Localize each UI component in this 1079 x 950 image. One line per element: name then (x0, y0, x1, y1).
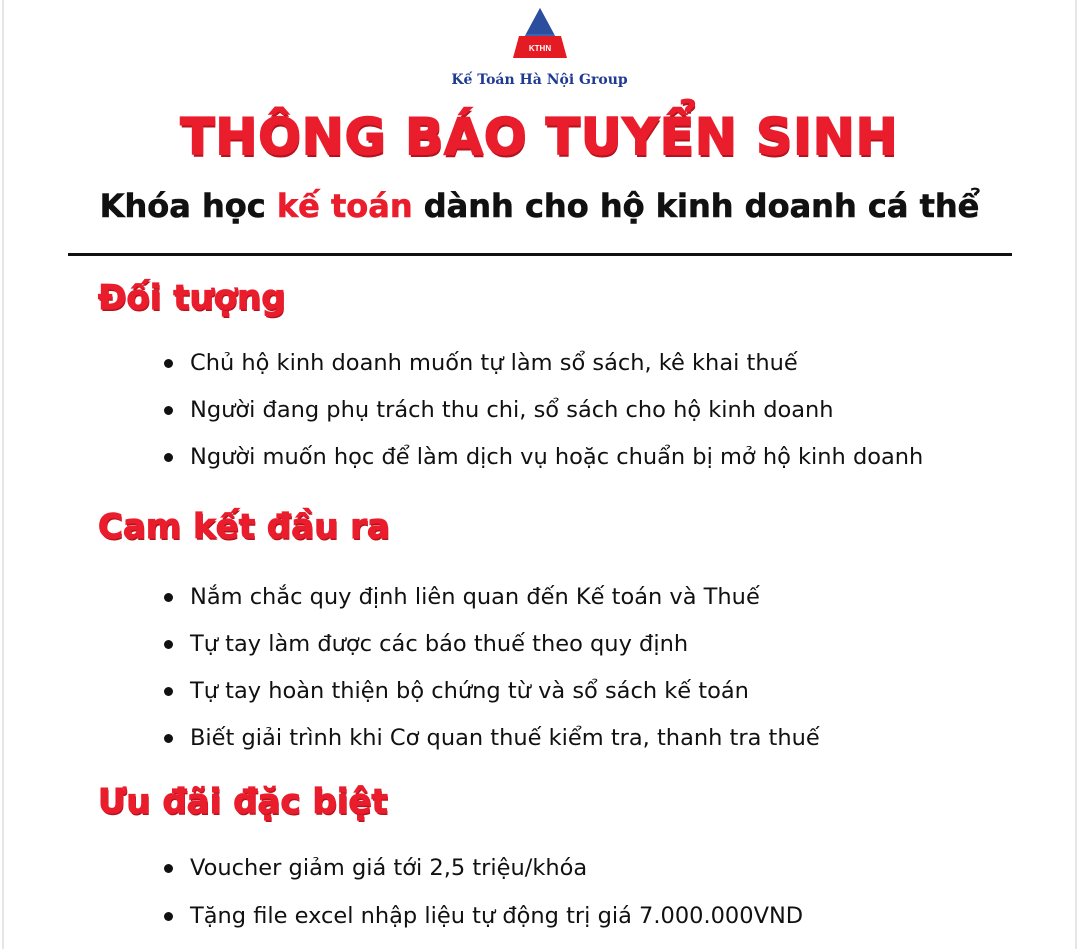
bullet-icon (164, 864, 173, 873)
brand-name: Kế Toán Hà Nội Group (451, 72, 628, 88)
list-item (162, 854, 803, 882)
list-uu-dai (162, 854, 803, 950)
list-item (162, 902, 803, 930)
list-item-text: Voucher giảm giá tới 2,5 triệu/khóa (190, 855, 588, 881)
page-subtitle (0, 187, 1079, 225)
list-item (162, 630, 820, 658)
subtitle-before: Khóa học (99, 187, 277, 225)
list-item (162, 396, 923, 424)
list-item (162, 349, 923, 377)
bullet-icon (164, 734, 173, 743)
list-item-text: Biết giải trình khi Cơ quan thuế kiểm tra, thanh tra thuế (190, 725, 820, 751)
list-item (162, 677, 820, 705)
list-item-text: Tự tay hoàn thiện bộ chứng từ và sổ sách kế toán (190, 678, 749, 704)
section-title-doi-tuong: Đối tượng (98, 278, 286, 318)
list-item-text: Tự tay làm được các báo thuế theo quy định (190, 631, 689, 657)
subtitle-highlight: kế toán (276, 187, 413, 225)
section-title-cam-ket: Cam kết đầu ra (98, 507, 390, 547)
divider (68, 253, 1012, 256)
bullet-icon (164, 359, 173, 368)
bullet-icon (164, 640, 173, 649)
kthn-logo-icon (511, 6, 569, 62)
list-item (162, 583, 820, 611)
list-doi-tuong (162, 349, 923, 490)
list-item (162, 724, 820, 752)
logo-text: KTHN (528, 44, 552, 53)
section-title-uu-dai: Ưu đãi đặc biệt (98, 782, 388, 822)
bullet-icon (164, 593, 173, 602)
bullet-icon (164, 453, 173, 462)
list-item (162, 443, 923, 471)
bullet-icon (164, 406, 173, 415)
list-cam-ket (162, 583, 820, 771)
list-item-text: Tặng file excel nhập liệu tự động trị giá 7.000.000VND (190, 903, 804, 929)
list-item-text: Người đang phụ trách thu chi, sổ sách cho hộ kinh doanh (190, 397, 834, 423)
list-item-text: Chủ hộ kinh doanh muốn tự làm sổ sách, kê khai thuế (190, 350, 798, 376)
bullet-icon (164, 687, 173, 696)
list-item-text: Nắm chắc quy định liên quan đến Kế toán và Thuế (190, 584, 760, 610)
page-title: THÔNG BÁO TUYỂN SINH (180, 108, 899, 166)
list-item-text: Người muốn học để làm dịch vụ hoặc chuẩn bị mở hộ kinh doanh (190, 444, 924, 470)
bullet-icon (164, 912, 173, 921)
subtitle-after: dành cho hộ kinh doanh cá thể (412, 187, 980, 225)
